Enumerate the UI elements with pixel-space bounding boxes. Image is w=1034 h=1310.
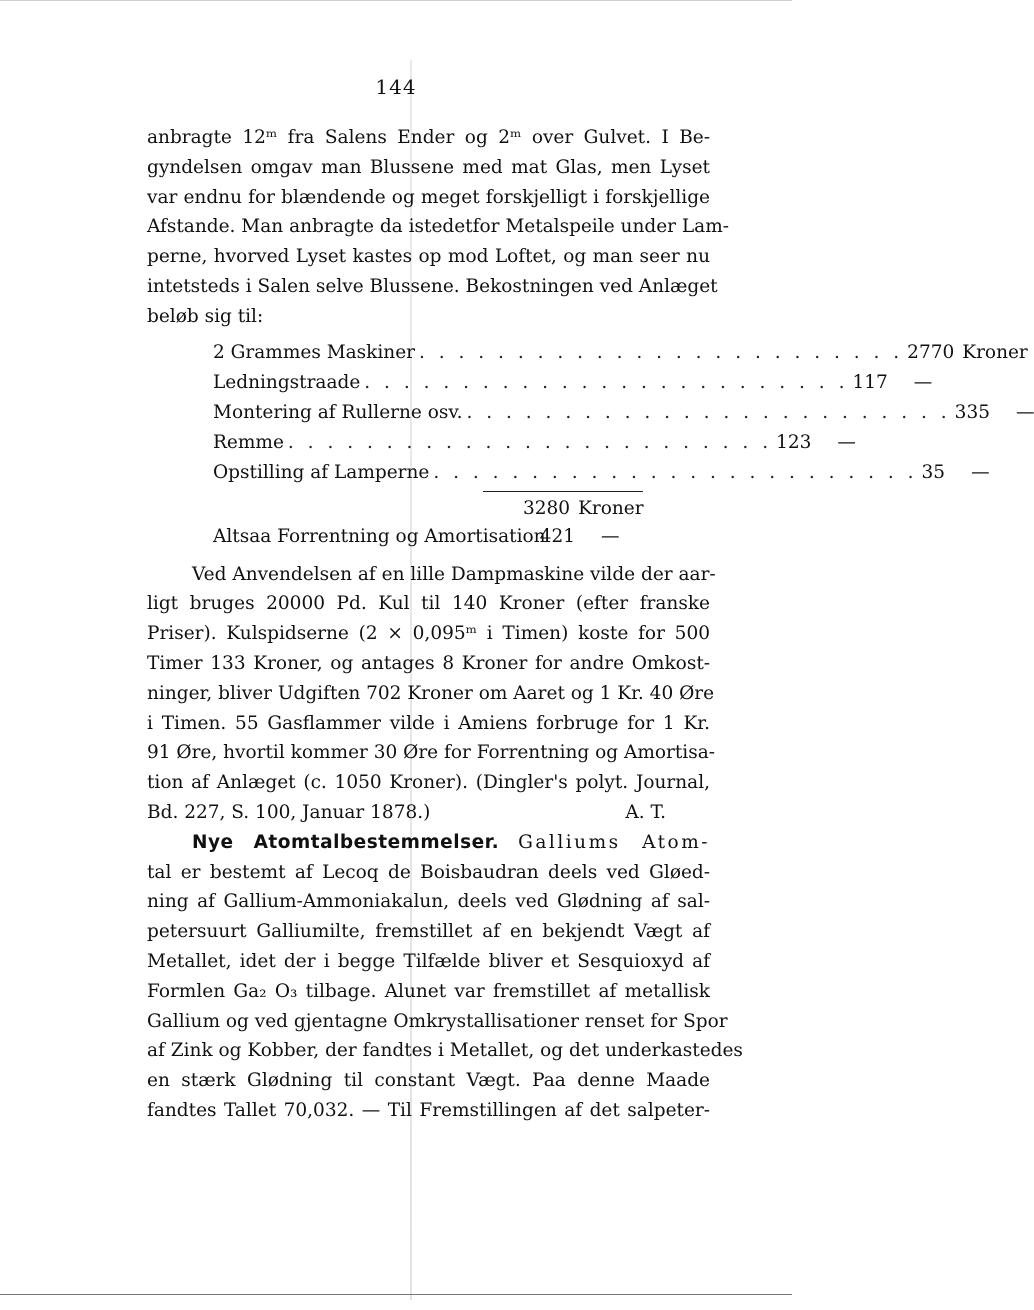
ledger-row [213,398,1034,428]
cost-ledger [213,338,1034,552]
text-line: Gallium og ved gjentagne Omkrystallisationer renset for Spor [147,1010,728,1032]
leader-dots: . . . . . . . . . . . . . . . . . . . . . . . . . [433,461,918,483]
text-line: var endnu for blændende og meget forskjelligt i forskjellige [147,186,710,208]
leader-dots: . . . . . . . . . . . . . . . . . . . . . . . . . [419,341,904,363]
text-line: anbragte 12ᵐ fra Salens Ender og 2ᵐ over Gulvet. I Be- [147,127,710,148]
ledger-item: Ledningstraade [213,371,361,393]
ledger-amount: 117 [852,371,888,393]
ledger-unit: — [601,525,620,547]
leader-dots: . . . . . . . . . . . . . . . . . . . . . . . . . [466,401,951,423]
text-line: Metallet, idet der i begge Tilfælde bliver et Sesquioxyd af [147,950,710,972]
text-line: Ved Anvendelsen af en lille Dampmaskine vilde der aar- [192,563,716,585]
text-line: Priser). Kulspidserne (2 × 0,095ᵐ i Timen) koste for 500 [147,623,710,645]
total-amount: 3280 [523,497,571,519]
atomic-weights-paragraph [147,828,743,1126]
ledger-annual-cost [213,522,643,552]
text-line: petersuurt Galliumilte, fremstillet af en bekjendt Vægt af [147,921,710,943]
ledger-item: Opstilling af Lamperne [213,461,430,483]
page-bottom-rule [0,1294,792,1295]
ledger-unit: — [971,461,990,483]
text-line: ninger, bliver Udgiften 702 Kroner om Aaret og 1 Kr. 40 Øre [147,682,715,704]
text-line: i Timen. 55 Gasflammer vilde i Amiens forbruge for 1 Kr. [147,712,710,734]
ledger-item: Montering af Rullerne osv. [213,401,463,423]
leader-dots: . . . . . . . . . . . . . . . . . . . . . . . . . [364,371,849,393]
text-line: perne, hvorved Lyset kastes op mod Loftet, og man seer nu [147,246,710,268]
ledger-row [213,428,856,458]
text-line: tion af Anlæget (c. 1050 Kroner). (Dingler's polyt. Journal, [147,772,710,794]
ledger-amount: 123 [776,431,812,453]
ledger-unit: — [913,371,933,393]
text-line: 91 Øre, hvortil kommer 30 Øre for Forrentning og Amortisa- [147,742,715,764]
text-line-with-signature [147,798,710,828]
text-line: gyndelsen omgav man Blussene med mat Glas, men Lyset [147,156,710,178]
text-line: Formlen Ga₂ O₃ tilbage. Alunet var fremstillet af metallisk [147,980,710,1002]
text-line: beløb sig til: [147,305,264,327]
leader-dots: . . . . . . . . . . . . . . . . . . . . . . . . . [287,431,773,453]
ledger-unit: — [1015,401,1034,423]
ledger-row [213,338,1028,368]
ledger-row [213,458,990,488]
text-fragment: Galliums Atom- [518,831,710,853]
page-top-edge [0,0,792,7]
ledger-unit: — [837,431,856,453]
page-number: 144 [375,75,417,99]
ledger-unit: Kroner [962,341,1028,363]
text-line: Timer 133 Kroner, og antages 8 Kroner for andre Omkost- [147,652,710,674]
ledger-total [523,494,643,522]
page-body [147,123,1034,1126]
ledger-item: 2 Grammes Maskiner [213,341,416,363]
text-line: en stærk Glødning til constant Vægt. Paa denne Maade [147,1070,710,1092]
ledger-item: Remme [213,431,284,453]
text-line: fandtes Tallet 70,032. — Til Fremstillingen af det salpeter- [147,1099,710,1121]
text-line: ligt bruges 20000 Pd. Kul til 140 Kroner (efter franske [147,593,710,615]
sum-rule [483,491,643,492]
ledger-row [213,368,933,398]
ledger-item: Altsaa Forrentning og Amortisation [213,525,546,547]
text-line: af Zink og Kobber, der fandtes i Metallet, og det underkastedes [147,1040,743,1062]
ledger-amount: 335 [954,401,990,423]
text-line: ning af Gallium-Ammoniakalun, deels ved Glødning af sal- [147,891,710,913]
ledger-amount: 421 [539,525,575,547]
steam-engine-paragraph [147,560,716,828]
text-line: tal er bestemt af Lecoq de Boisbaudran deels ved Gløed- [147,861,710,883]
text-line [147,828,710,858]
ledger-amount: 35 [921,461,946,483]
intro-paragraph [147,123,729,332]
text-line: intetsteds i Salen selve Blussene. Bekostningen ved Anlæget [147,275,718,297]
text-line: Afstande. Man anbragte da istedetfor Metalspeile under Lam- [147,216,729,238]
author-signature: A. T. [625,801,666,823]
text-line: Bd. 227, S. 100, Januar 1878.) [147,801,431,823]
total-unit: Kroner [578,497,644,519]
ledger-amount: 2770 [907,341,955,363]
section-heading: Nye Atomtalbestemmelser. [192,831,500,853]
